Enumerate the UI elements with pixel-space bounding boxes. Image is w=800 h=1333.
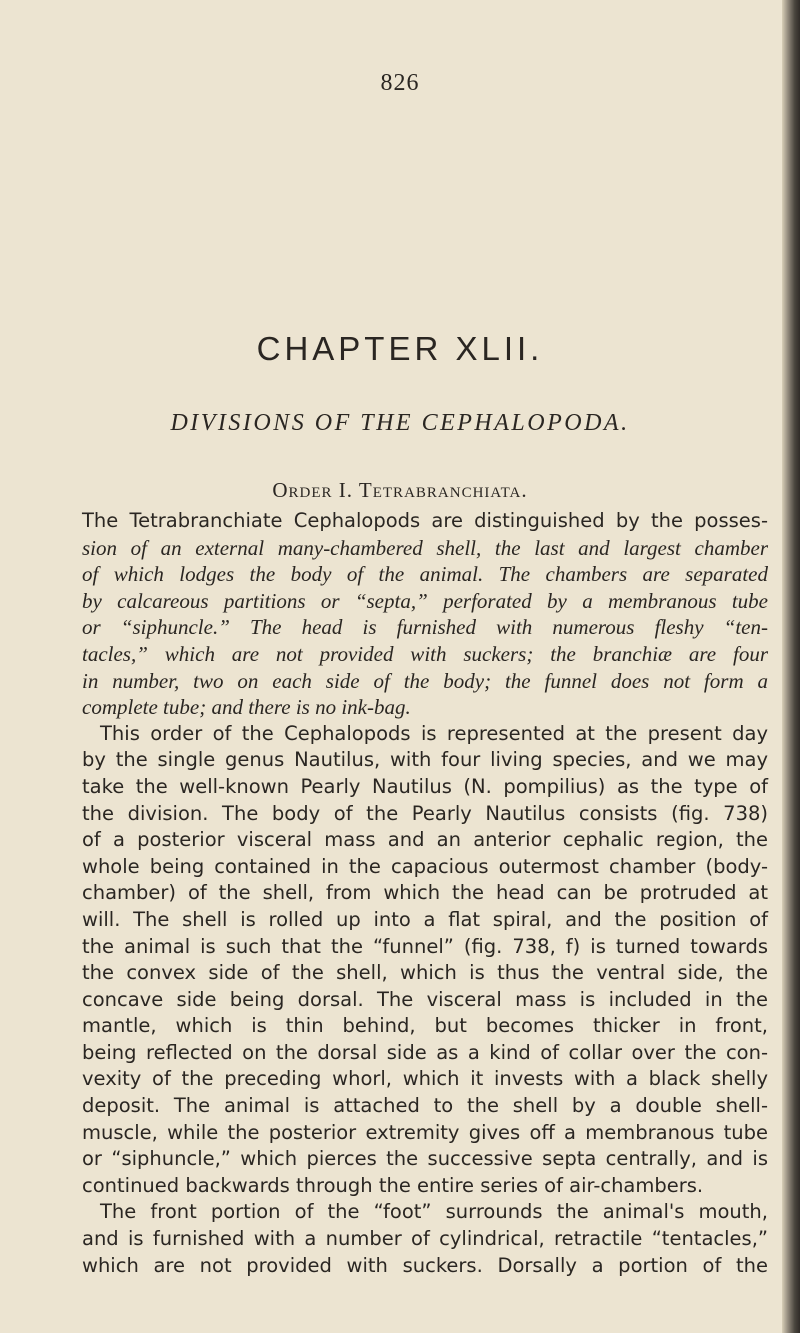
text-line: The front portion of the “foot” surrounds the animal's mouth, [100,1200,768,1224]
text-line: the division. The body of the Pearly Nautilus consists (fig. 738) [82,801,768,825]
text-line: This order of the Cephalopods is represented at the present day [100,721,768,745]
text-line: which are not provided with suckers. Dorsally a portion of the [82,1253,768,1277]
text-line: The Tetrabranchiate Cephalopods are distinguished by the posses- [82,509,768,532]
text-line: mantle, which is thin behind, but becomes thicker in front, [82,1014,768,1038]
text-line: of a posterior visceral mass and an anterior cephalic region, the [82,828,768,852]
text-line: whole being contained in the capacious outermost chamber (body- [82,854,768,878]
text-line: tacles,” which are not provided with suckers; the branchiæ are four [82,641,768,666]
text-line: or “siphuncle,” which pierces the successive septa centrally, and is [82,1147,768,1171]
order-title: Order I. Tetrabranchiata. [272,478,528,502]
text-line: deposit. The animal is attached to the shell by a double shell- [82,1094,768,1118]
text-line: muscle, while the posterior extremity gives off a membranous tube [82,1120,768,1144]
text-line: by calcareous partitions or “septa,” perforated by a membranous tube [82,588,768,613]
text-line: being reflected on the dorsal side as a kind of collar over the con- [82,1040,768,1064]
text-line: take the well-known Pearly Nautilus (N. pompilius) as the type of [82,774,768,798]
page-edge-shadow [782,0,800,1333]
text-line: the convex side of the shell, which is thus the ventral side, the [82,961,768,985]
text-line: continued backwards through the entire series of air-chambers. [82,1173,704,1197]
text-line: chamber) of the shell, from which the head can be protruded at [82,881,768,905]
text-line: complete tube; and there is no ink-bag. [82,695,411,720]
text-line: concave side being dorsal. The visceral mass is included in the [82,987,768,1011]
text-line: and is furnished with a number of cylindrical, retractile “tentacles,” [82,1227,768,1251]
text-line: by the single genus Nautilus, with four living species, and we may [82,748,768,772]
text-line: vexity of the preceding whorl, which it invests with a black shelly [82,1067,768,1091]
text-line: of which lodges the body of the animal. The chambers are separated [82,562,768,587]
text-line: the animal is such that the “funnel” (fig. 738, f) is turned towards [82,934,768,958]
text-line: in number, two on each side of the body; the funnel does not form a [82,668,768,693]
text-line: sion of an external many-chambered shell, the last and largest chamber [82,535,768,560]
text-line: will. The shell is rolled up into a flat spiral, and the position of [82,907,768,931]
chapter-title: CHAPTER XLII. [256,330,544,367]
text-line: or “siphuncle.” The head is furnished with numerous fleshy “ten- [82,615,768,640]
body-text [82,508,768,1279]
page-number: 826 [380,70,420,96]
division-title: DIVISIONS OF THE CEPHALOPODA. [170,410,630,436]
